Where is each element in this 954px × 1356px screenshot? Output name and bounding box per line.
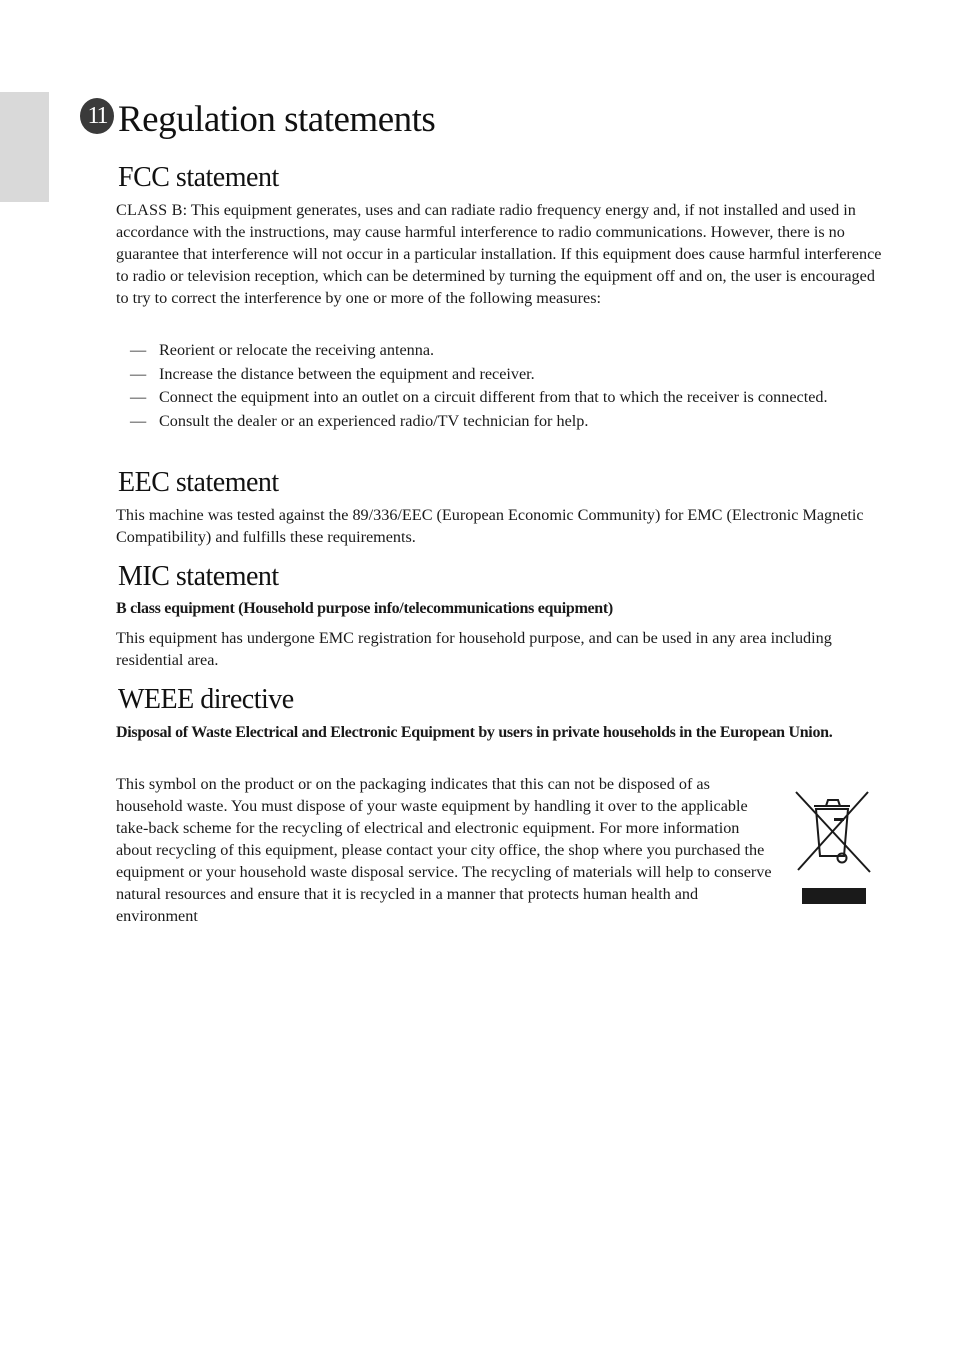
dash-bullet: — (130, 341, 147, 359)
fcc-measures-list (130, 339, 870, 433)
chapter-number-badge: 11 (80, 98, 114, 134)
mic-heading: MIC statement (118, 561, 279, 592)
fcc-paragraph (116, 199, 886, 309)
list-item (130, 386, 870, 408)
chapter-side-tab (0, 92, 49, 202)
list-item (130, 410, 870, 432)
page-title: Regulation statements (118, 99, 436, 140)
crossed-out-wheelie-bin-icon (792, 790, 872, 910)
mic-paragraph: This equipment has undergone EMC registration for household purpose, and can be used in any area including residential area. (116, 629, 832, 669)
list-item-text: Consult the dealer or an experienced radio/TV technician for help. (159, 411, 589, 430)
list-item-text: Increase the distance between the equipment and receiver. (159, 364, 535, 383)
mic-subheading: B class equipment (Household purpose info/telecommunications equipment) (116, 600, 613, 617)
dash-bullet: — (130, 364, 147, 383)
eec-heading: EEC statement (118, 467, 279, 498)
fcc-heading: FCC statement (118, 162, 279, 193)
list-item-text: Connect the equipment into an outlet on a circuit different from that to which the receiver is connected. (159, 388, 828, 406)
eec-paragraph: This machine was tested against the 89/336/EEC (European Economic Community) for EMC (Electronic Magnetic Compatibility) and fulfills these requirements. (116, 506, 864, 546)
dash-bullet: — (130, 411, 147, 430)
fcc-class-label: CLASS B (116, 201, 183, 219)
weee-paragraph: This symbol on the product or on the packaging indicates that this can not be disposed of as household waste. You must dispose of your waste equipment by handling it over to the applicable take-back scheme for the recycling of electrical and electronic equipment. For more information about recycling of this equipment, please contact your city office, the shop where you purchased the equipment or your household waste disposal service. The recycling of materials will help to conserve natural resources and ensure that it is recycled in a manner that protects human health and environment (116, 775, 772, 925)
dash-bullet: — (130, 388, 147, 406)
weee-subheading: Disposal of Waste Electrical and Electronic Equipment by users in private households in the European Union. (116, 724, 833, 741)
weee-heading: WEEE directive (118, 684, 294, 715)
list-item (130, 363, 870, 385)
list-item (130, 339, 870, 361)
fcc-body: : This equipment generates, uses and can radiate radio frequency energy and, if not installed and used in accordance with the instructions, may cause harmful interference to radio communications. However, there is no guarantee that interference will not occur in a particular installation. If this equipment does cause harmful interference to radio or television reception, which can be determined by turning the equipment off and on, the user is encouraged to try to correct the interference by one or more of the following measures: (116, 201, 882, 307)
list-item-text: Reorient or relocate the receiving antenna. (159, 341, 435, 359)
